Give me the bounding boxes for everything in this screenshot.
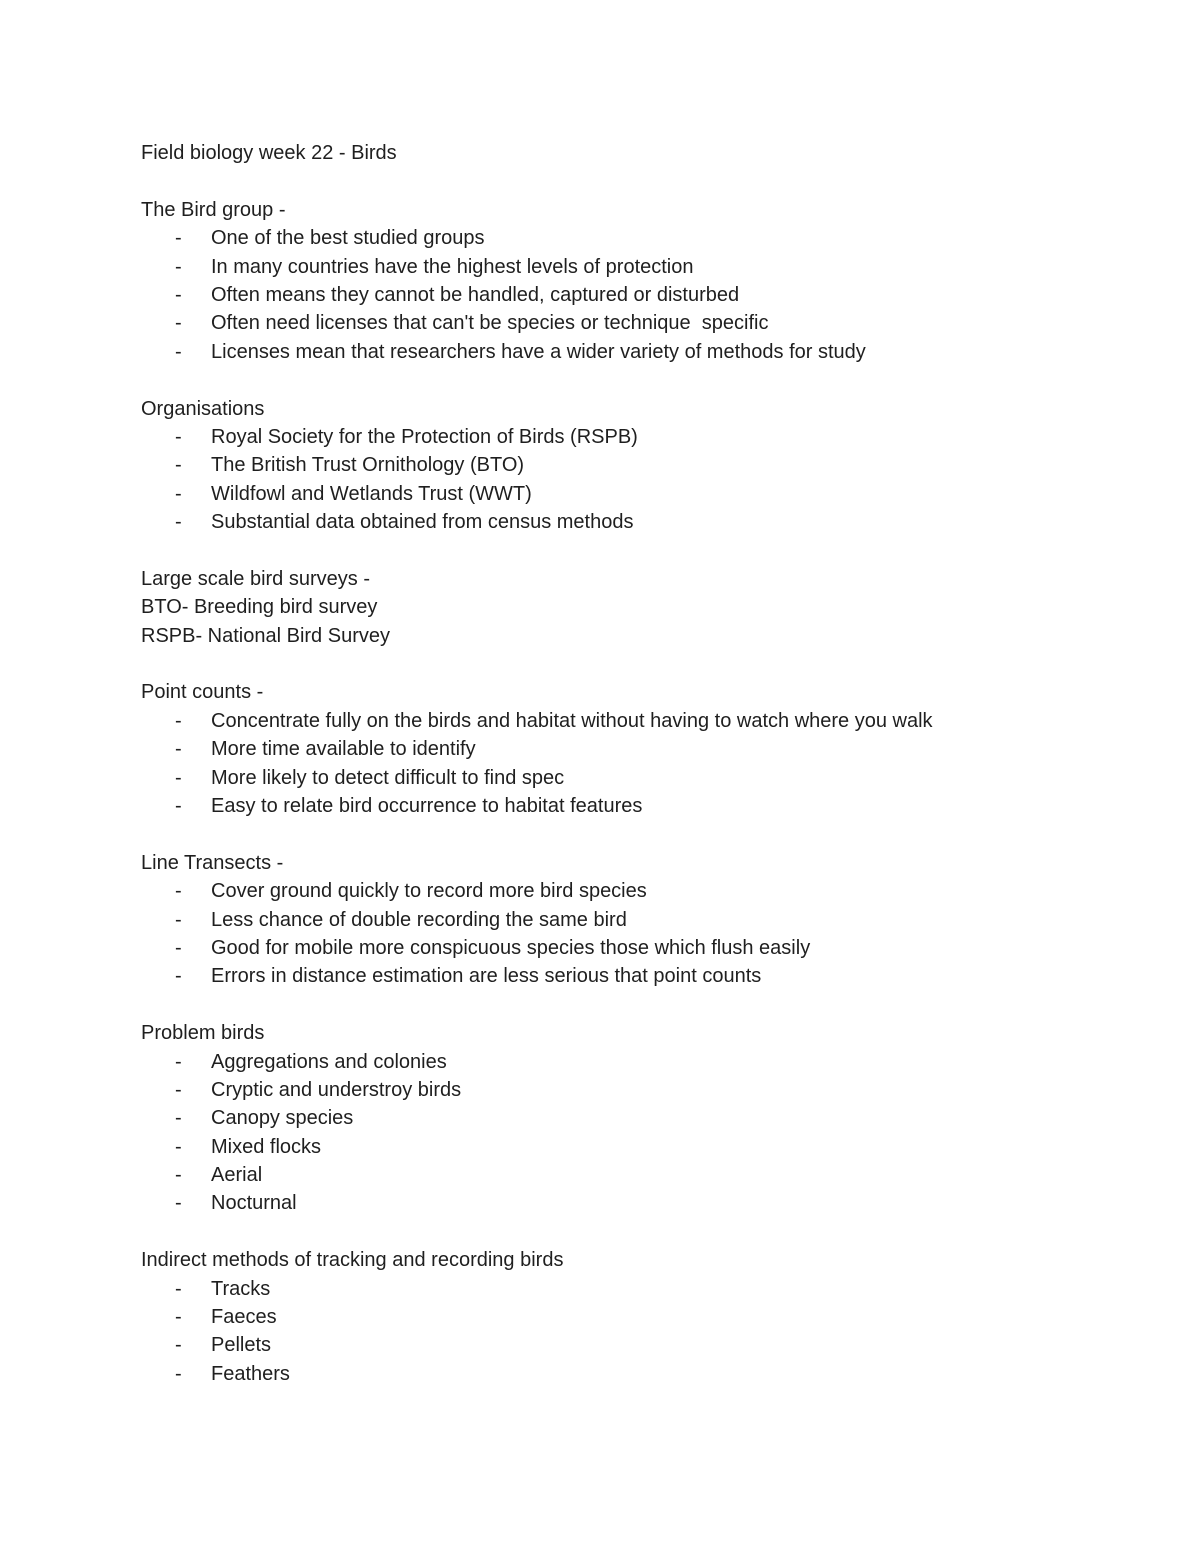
spacer	[141, 820, 1141, 848]
bullet-dash: -	[175, 255, 182, 278]
list-item-text: Often need licenses that can't be species or technique specific	[211, 312, 769, 335]
bullet-list	[141, 1275, 1141, 1389]
bullet-dash: -	[175, 283, 182, 306]
list-item	[141, 1076, 1141, 1104]
bullet-dash: -	[175, 312, 182, 335]
document-page	[141, 139, 1141, 1388]
list-item	[141, 1303, 1141, 1331]
bullet-list	[141, 1048, 1141, 1218]
bullet-dash: -	[175, 1277, 182, 1300]
list-item-text: Faeces	[211, 1306, 277, 1329]
list-item-text: Tracks	[211, 1277, 271, 1300]
list-item	[141, 480, 1141, 508]
list-item-text: Errors in distance estimation are less serious that point counts	[211, 965, 762, 988]
list-item-text: More time available to identify	[211, 738, 476, 761]
list-item	[141, 934, 1141, 962]
list-item	[141, 1133, 1141, 1161]
section-heading: The Bird group -	[141, 198, 286, 221]
bullet-dash: -	[175, 482, 182, 505]
section-heading: Indirect methods of tracking and recording birds	[141, 1249, 564, 1272]
bullet-dash: -	[175, 965, 182, 988]
list-item	[141, 962, 1141, 990]
bullet-dash: -	[175, 1192, 182, 1215]
list-item	[141, 224, 1141, 252]
bullet-dash: -	[175, 908, 182, 931]
survey-line: BTO- Breeding bird survey	[141, 596, 378, 619]
list-item-text: Feathers	[211, 1362, 290, 1385]
list-item-text: Wildfowl and Wetlands Trust (WWT)	[211, 482, 532, 505]
list-item-text: Licenses mean that researchers have a wider variety of methods for study	[211, 340, 866, 363]
list-item	[141, 281, 1141, 309]
bullet-dash: -	[175, 227, 182, 250]
list-item-text: Substantial data obtained from census methods	[211, 511, 634, 534]
bullet-list	[141, 877, 1141, 991]
bullet-dash: -	[175, 709, 182, 732]
list-item-text: Good for mobile more conspicuous species those which flush easily	[211, 936, 811, 959]
bullet-dash: -	[175, 1135, 182, 1158]
list-item	[141, 338, 1141, 366]
bullet-dash: -	[175, 1050, 182, 1073]
bullet-dash: -	[175, 794, 182, 817]
bullet-list	[141, 707, 1141, 821]
section-heading: Point counts -	[141, 681, 264, 704]
list-item-text: Easy to relate bird occurrence to habitat features	[211, 794, 643, 817]
spacer	[141, 1218, 1141, 1246]
list-item	[141, 1189, 1141, 1217]
spacer	[141, 167, 1141, 195]
list-item	[141, 451, 1141, 479]
spacer	[141, 650, 1141, 678]
list-item-text: In many countries have the highest levels of protection	[211, 255, 694, 278]
list-item-text: Nocturnal	[211, 1192, 297, 1215]
list-item-text: Mixed flocks	[211, 1135, 322, 1158]
list-item-text: One of the best studied groups	[211, 227, 485, 250]
list-item-text: Cover ground quickly to record more bird species	[211, 880, 647, 903]
list-item	[141, 508, 1141, 536]
list-item-text: Less chance of double recording the same bird	[211, 908, 627, 931]
bullet-dash: -	[175, 1078, 182, 1101]
list-item	[141, 1360, 1141, 1388]
list-item	[141, 1161, 1141, 1189]
list-item-text: Often means they cannot be handled, captured or disturbed	[211, 283, 740, 306]
bullet-list	[141, 224, 1141, 366]
list-item	[141, 253, 1141, 281]
list-item	[141, 792, 1141, 820]
bullet-dash: -	[175, 738, 182, 761]
list-item	[141, 309, 1141, 337]
survey-line: RSPB- National Bird Survey	[141, 624, 390, 647]
list-item	[141, 707, 1141, 735]
spacer	[141, 991, 1141, 1019]
list-item	[141, 735, 1141, 763]
list-item-text: Royal Society for the Protection of Birds (RSPB)	[211, 425, 638, 448]
list-item-text: Aggregations and colonies	[211, 1050, 447, 1073]
bullet-dash: -	[175, 1107, 182, 1130]
list-item	[141, 764, 1141, 792]
list-item-text: Aerial	[211, 1164, 263, 1187]
list-item	[141, 423, 1141, 451]
bullet-dash: -	[175, 511, 182, 534]
section-heading: Problem birds	[141, 1022, 265, 1045]
list-item-text: More likely to detect difficult to find spec	[211, 766, 565, 789]
document-title: Field biology week 22 - Birds	[141, 142, 397, 164]
list-item-text: Cryptic and understroy birds	[211, 1078, 462, 1101]
list-item	[141, 1104, 1141, 1132]
list-item-text: Concentrate fully on the birds and habitat without having to watch where you walk	[211, 709, 933, 732]
bullet-list	[141, 423, 1141, 537]
list-item-text: Pellets	[211, 1334, 272, 1357]
spacer	[141, 366, 1141, 394]
list-item	[141, 1331, 1141, 1359]
bullet-dash: -	[175, 936, 182, 959]
list-item-text: Canopy species	[211, 1107, 354, 1130]
list-item	[141, 877, 1141, 905]
section-heading: Large scale bird surveys -	[141, 567, 370, 590]
bullet-dash: -	[175, 766, 182, 789]
list-item	[141, 1275, 1141, 1303]
bullet-dash: -	[175, 1164, 182, 1187]
bullet-dash: -	[175, 880, 182, 903]
bullet-dash: -	[175, 425, 182, 448]
bullet-dash: -	[175, 454, 182, 477]
bullet-dash: -	[175, 1334, 182, 1357]
bullet-dash: -	[175, 340, 182, 363]
list-item-text: The British Trust Ornithology (BTO)	[211, 454, 525, 477]
bullet-dash: -	[175, 1362, 182, 1385]
spacer	[141, 536, 1141, 564]
list-item	[141, 906, 1141, 934]
section-heading: Organisations	[141, 397, 265, 420]
section-heading: Line Transects -	[141, 851, 284, 874]
bullet-dash: -	[175, 1306, 182, 1329]
list-item	[141, 1048, 1141, 1076]
